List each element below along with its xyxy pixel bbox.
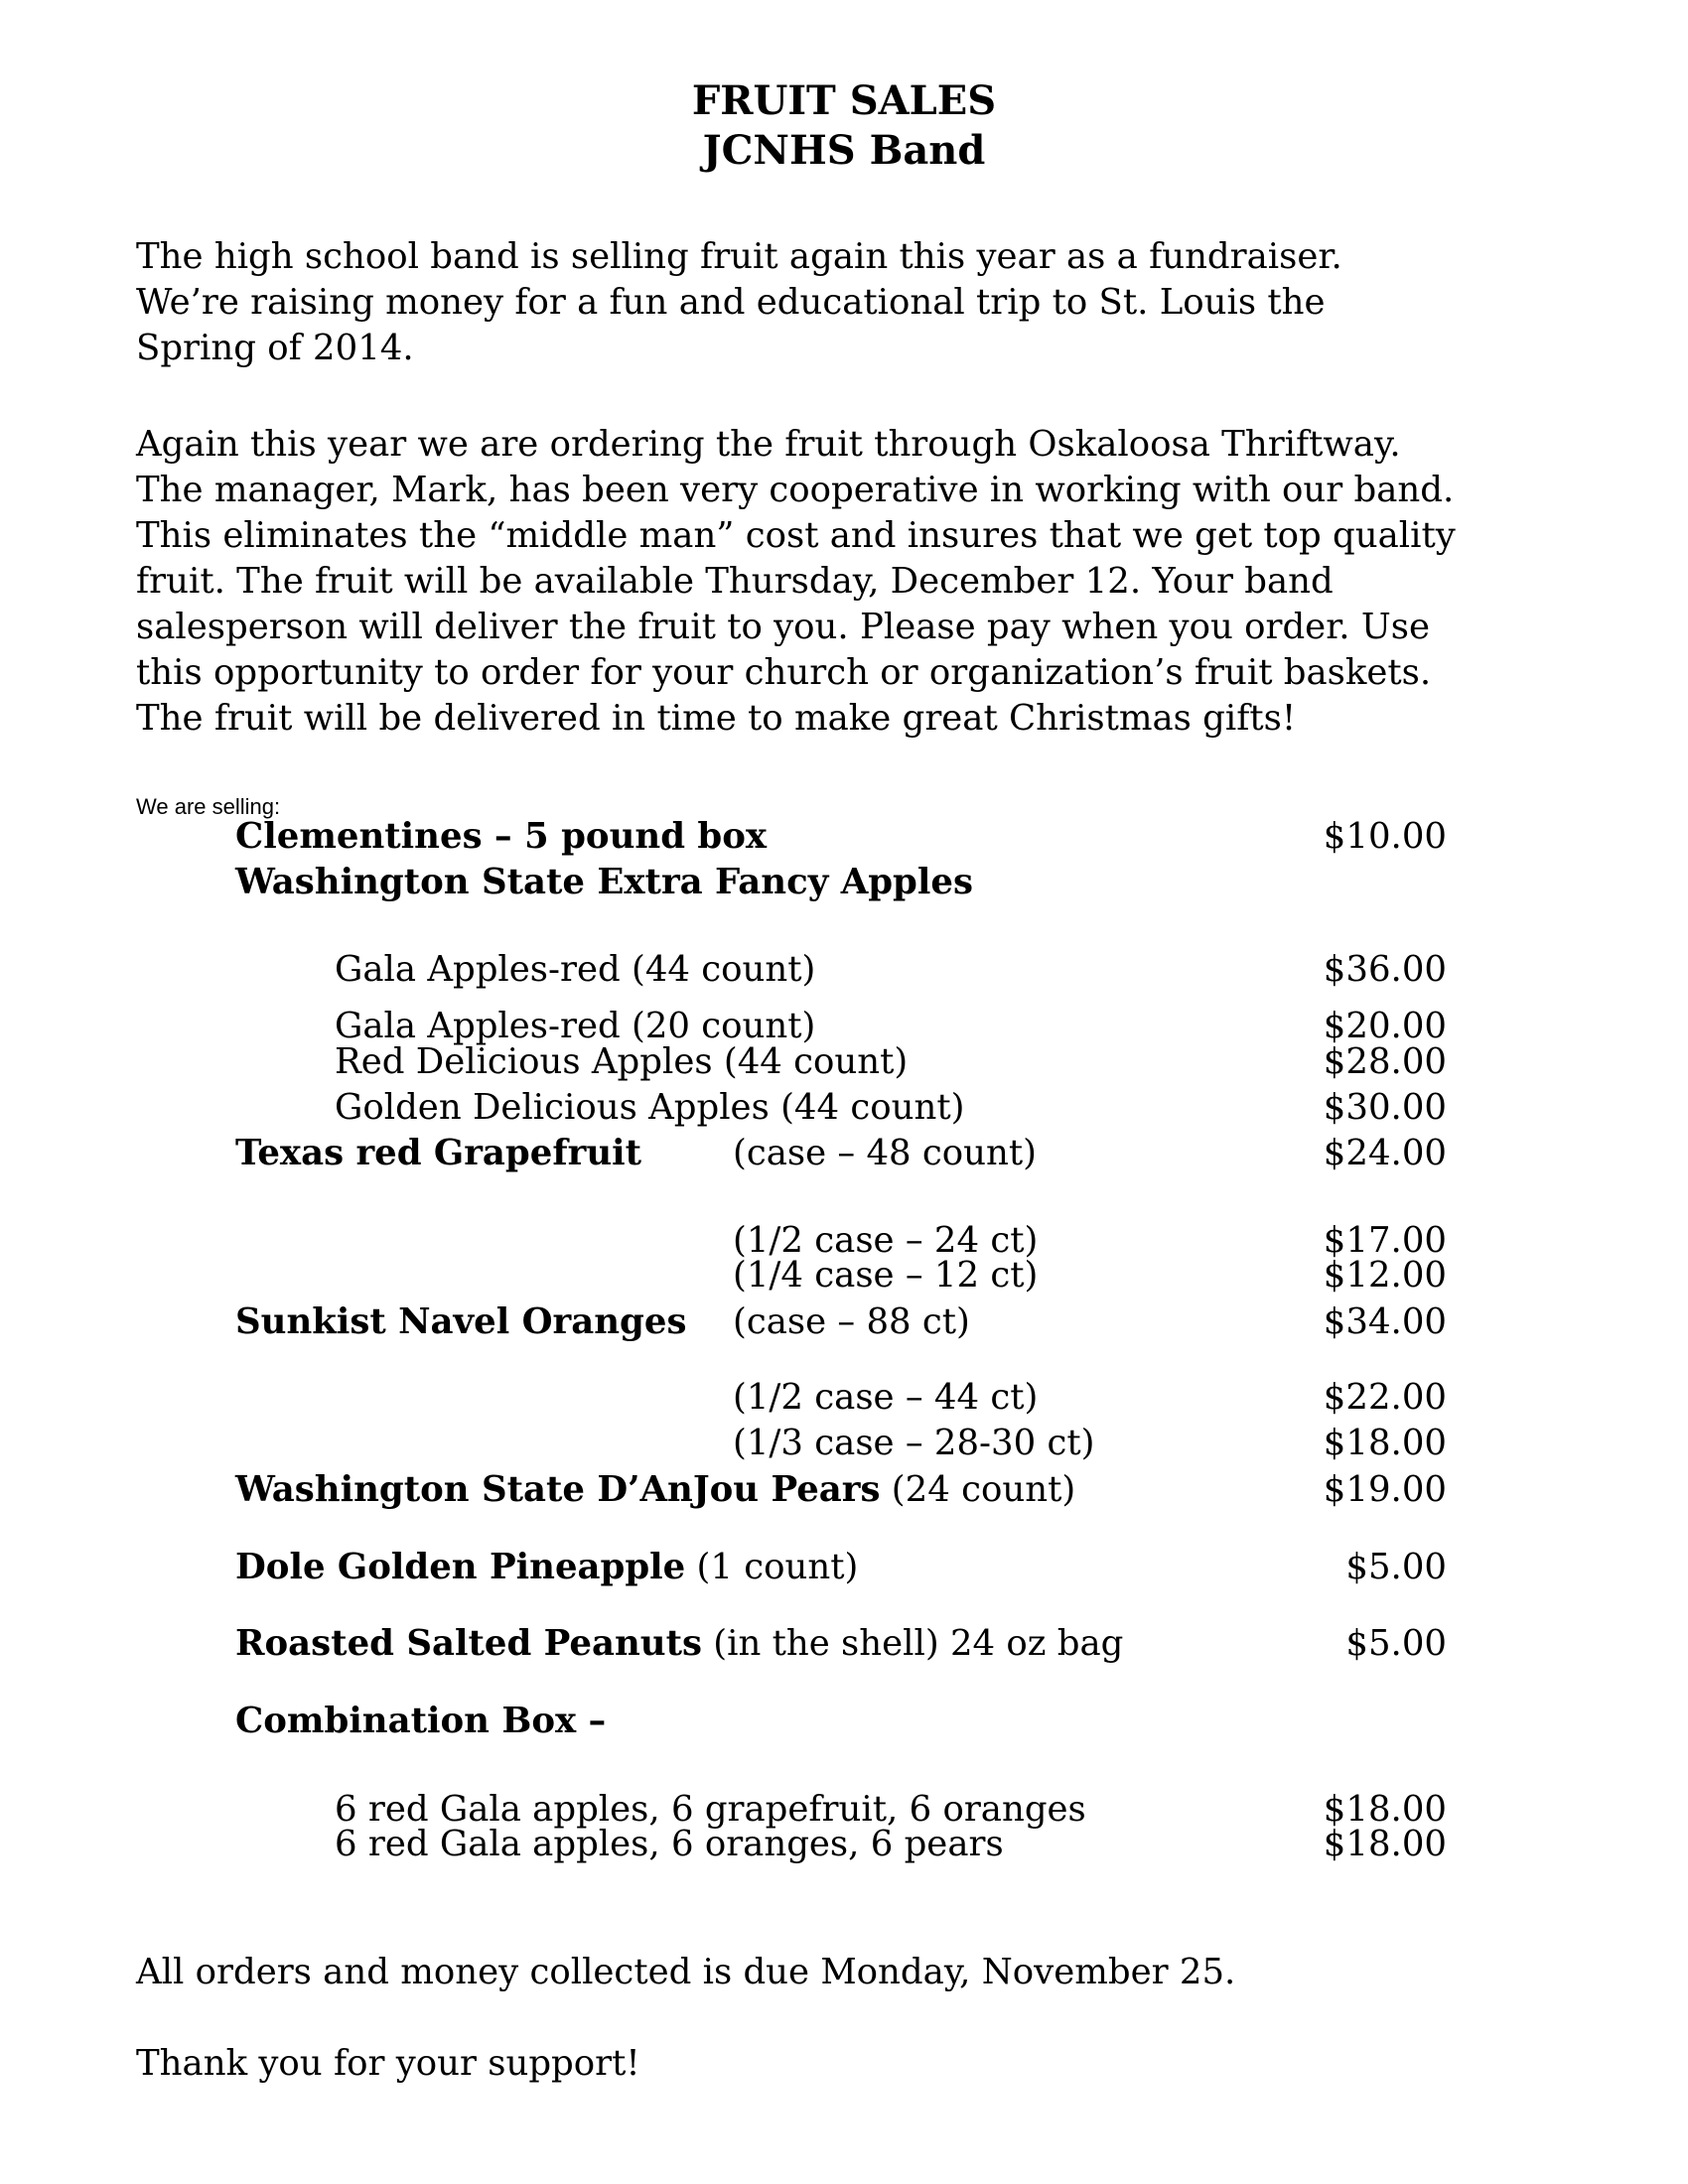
intro-line: Spring of 2014.: [136, 328, 414, 368]
item-row-combo2: [0, 1824, 1688, 1869]
item-row-grapefruit-quarter: [0, 1255, 1688, 1300]
item-size: (case – 88 ct): [733, 1301, 970, 1342]
intro-paragraph: [136, 234, 1625, 371]
item-heading-apples: [0, 862, 1688, 907]
item-name: Clementines – 5 pound box: [235, 816, 768, 857]
due-date-text: All orders and money collected is due Monday, November 25.: [136, 1952, 1236, 1992]
item-row-pineapple: [0, 1547, 1688, 1592]
intro-line: The high school band is selling fruit again this year as a fundraiser.: [136, 236, 1342, 277]
item-size: (case – 48 count): [733, 1133, 1037, 1173]
item-price: $12.00: [1323, 1255, 1447, 1296]
item-price: $34.00: [1323, 1301, 1447, 1342]
thank-you-text: Thank you for your support!: [136, 2043, 640, 2084]
item-price: $18.00: [1323, 1789, 1447, 1830]
item-price: $28.00: [1323, 1041, 1447, 1082]
item-name: Gala Apples-red (20 count): [335, 1006, 816, 1046]
details-line: fruit. The fruit will be available Thursday, December 12. Your band: [136, 561, 1334, 602]
title-band: JCNHS Band: [702, 127, 986, 174]
details-line: salesperson will deliver the fruit to you. Please pay when you order. Use: [136, 607, 1430, 647]
item-size: (1/2 case – 24 ct): [733, 1220, 1039, 1261]
item-name: Washington State D’AnJou Pears: [235, 1469, 881, 1510]
item-row-red-delicious: [0, 1041, 1688, 1087]
item-price: $20.00: [1323, 1006, 1447, 1046]
item-name-wrap: [235, 1623, 1123, 1664]
details-line: This eliminates the “middle man” cost and insures that we get top quality: [136, 515, 1456, 556]
details-paragraph: [136, 422, 1625, 742]
item-name: 6 red Gala apples, 6 grapefruit, 6 oranges: [335, 1789, 1086, 1830]
details-line: this opportunity to order for your church or organization’s fruit baskets.: [136, 652, 1432, 693]
item-name: Golden Delicious Apples (44 count): [335, 1087, 965, 1128]
item-price: $18.00: [1323, 1824, 1447, 1864]
item-detail: (24 count): [880, 1469, 1076, 1510]
item-name-wrap: [235, 1547, 858, 1587]
item-heading-combo: [0, 1701, 1688, 1746]
item-price: $10.00: [1323, 816, 1447, 857]
section-heading: Washington State Extra Fancy Apples: [235, 862, 973, 902]
item-name-wrap: [235, 1469, 1075, 1510]
selling-label: We are selling:: [136, 794, 281, 819]
item-size: (1/3 case – 28-30 ct): [733, 1423, 1095, 1463]
item-name: Roasted Salted Peanuts: [235, 1623, 702, 1664]
item-size: (1/4 case – 12 ct): [733, 1255, 1039, 1296]
item-row-grapefruit: [0, 1133, 1688, 1178]
item-size: (1/2 case – 44 ct): [733, 1377, 1039, 1418]
item-row-pears: [0, 1469, 1688, 1515]
item-detail: (in the shell) 24 oz bag: [701, 1623, 1124, 1664]
intro-line: We’re raising money for a fun and educational trip to St. Louis the: [136, 282, 1326, 323]
item-price: $5.00: [1345, 1623, 1447, 1664]
item-row-peanuts: [0, 1623, 1688, 1669]
details-line: Again this year we are ordering the fruit through Oskaloosa Thriftway.: [136, 424, 1401, 465]
item-row-gala44: [0, 949, 1688, 995]
item-price: $5.00: [1345, 1547, 1447, 1587]
item-name: Gala Apples-red (44 count): [335, 949, 816, 990]
item-name: Red Delicious Apples (44 count): [335, 1041, 909, 1082]
item-price: $19.00: [1323, 1469, 1447, 1510]
section-heading: Combination Box –: [235, 1701, 607, 1741]
item-price: $30.00: [1323, 1087, 1447, 1128]
item-row-clementines: [0, 816, 1688, 862]
item-row-golden-delicious: [0, 1087, 1688, 1133]
item-name: Texas red Grapefruit: [235, 1133, 642, 1173]
item-price: $36.00: [1323, 949, 1447, 990]
item-row-oranges: [0, 1301, 1688, 1347]
details-line: The manager, Mark, has been very cooperative in working with our band.: [136, 470, 1455, 510]
item-price: $17.00: [1323, 1220, 1447, 1261]
item-price: $22.00: [1323, 1377, 1447, 1418]
item-name: Sunkist Navel Oranges: [235, 1301, 687, 1342]
details-line: The fruit will be delivered in time to make great Christmas gifts!: [136, 698, 1297, 739]
item-name: Dole Golden Pineapple: [235, 1547, 686, 1587]
item-detail: (1 count): [685, 1547, 859, 1587]
item-row-oranges-third: [0, 1423, 1688, 1468]
item-name: 6 red Gala apples, 6 oranges, 6 pears: [335, 1824, 1004, 1864]
title-fruit-sales: FRUIT SALES: [691, 77, 997, 124]
item-row-oranges-half: [0, 1377, 1688, 1423]
item-price: $24.00: [1323, 1133, 1447, 1173]
item-price: $18.00: [1323, 1423, 1447, 1463]
